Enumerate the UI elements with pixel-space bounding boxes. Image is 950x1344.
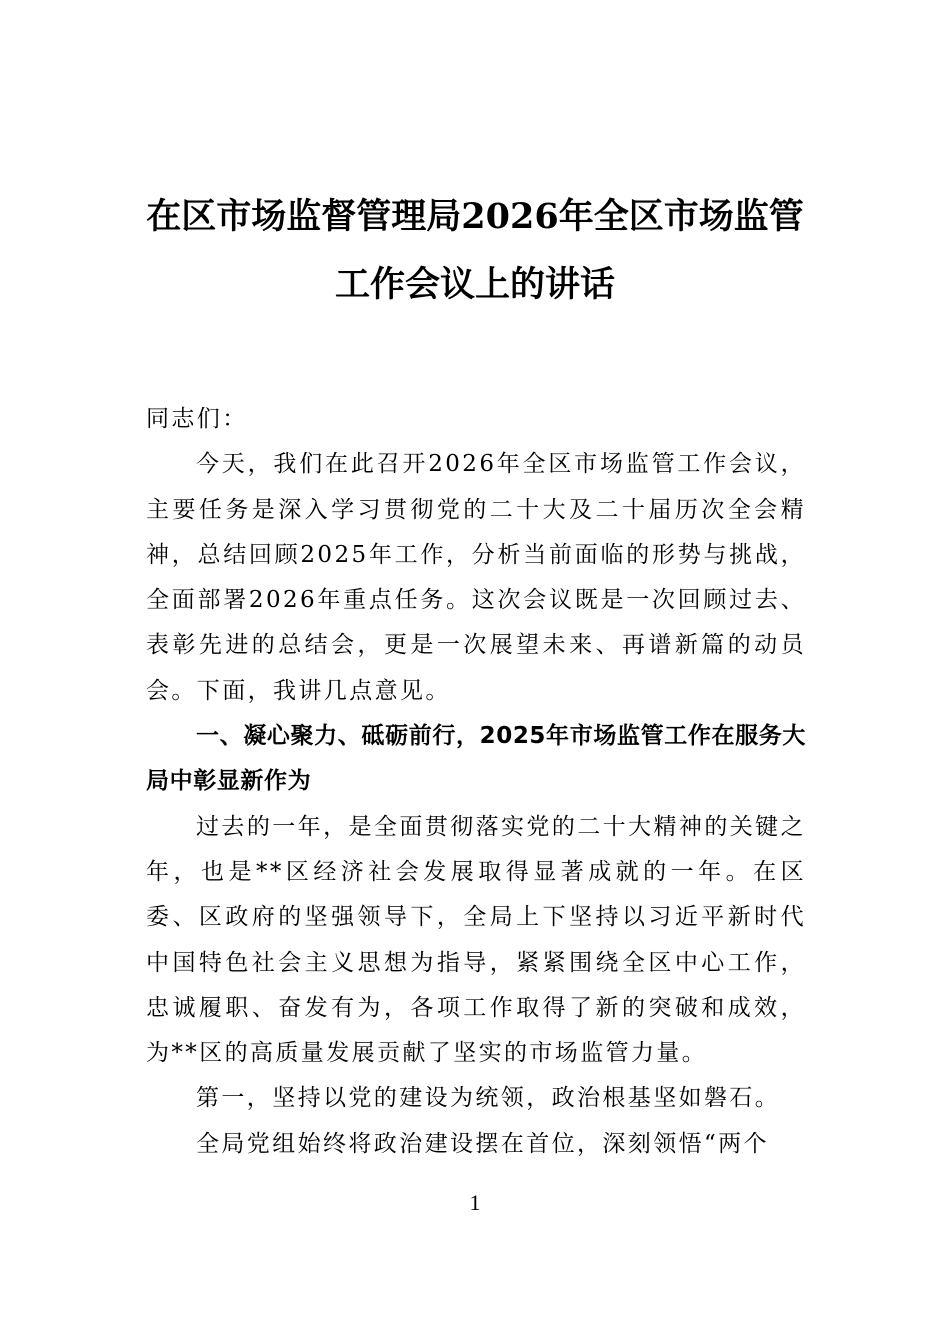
paragraph-opening: 今天，我们在此召开2026年全区市场监管工作会议，主要任务是深入学习贯彻党的二十大及二十届历次全会精神，总结回顾2025年工作，分析当前面临的形势与挑战，全面部署2026年重点任务。这次会议既是一次回顾过去、表彰先进的总结会，更是一次展望未来、再谱新篇的动员会。下面，我讲几点意见。 (146, 451, 806, 704)
paragraph-party-building: 全局党组始终将政治建设摆在首位，深刻领悟“两个 (196, 1130, 769, 1157)
paragraph-review: 过去的一年，是全面贯彻落实党的二十大精神的关键之年，也是**区经济社会发展取得显著成就的一年。在区委、区政府的坚强领导下，全局上下坚持以习近平新时代中国特色社会主义思想为指导，紧紧围绕全区中心工作，忠诚履职、奋发有为，各项工作取得了新的突破和成效，为**区的高质量发展贡献了坚实的市场监管力量。 (146, 813, 806, 1067)
section-heading-1: 一、凝心聚力、砥砺前行，2025年市场监管工作在服务大局中彰显新作为 (146, 723, 806, 795)
document-body (146, 397, 806, 1167)
document-title-line-2: 工作会议上的讲话 (334, 264, 615, 305)
document-title-line-1: 在区市场监督管理局2026年全区市场监管 (146, 196, 804, 237)
salutation: 同志们： (146, 406, 248, 432)
page-number: 1 (469, 1190, 481, 1215)
paragraph-point-1: 第一，坚持以党的建设为统领，政治根基坚如磐石。 (196, 1085, 781, 1112)
